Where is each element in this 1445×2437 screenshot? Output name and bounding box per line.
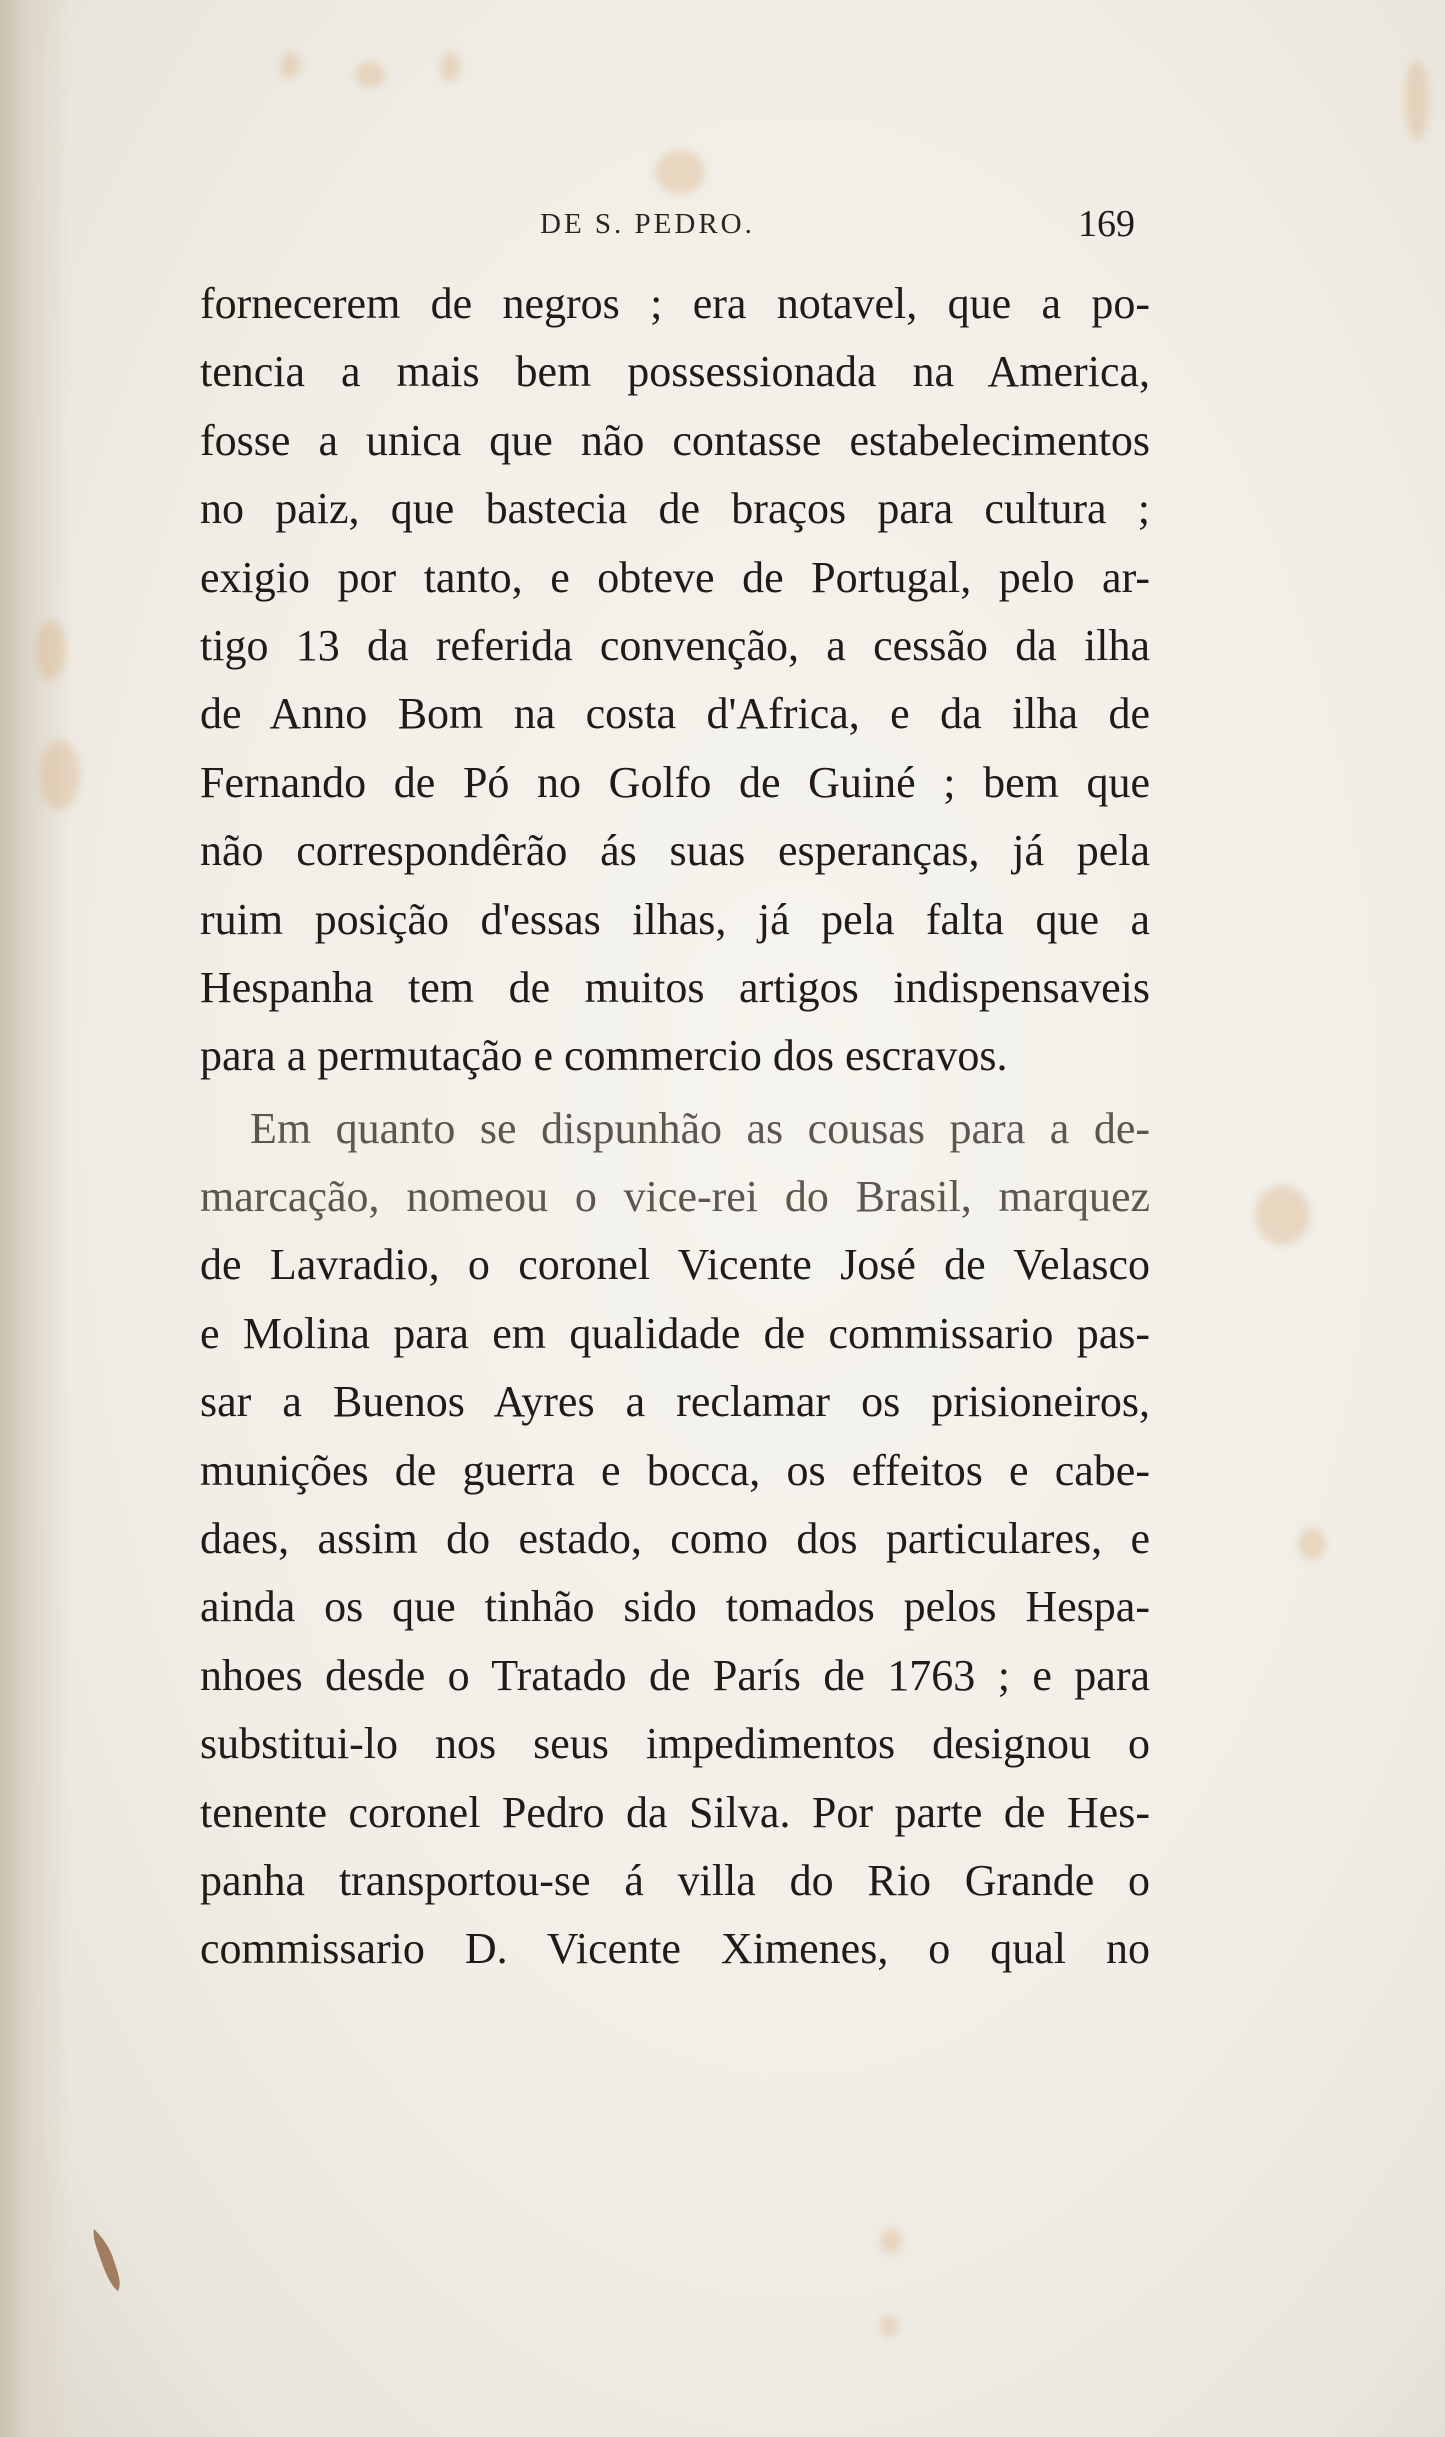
text-line: de Anno Bom na costa d'Africa, e da ilha de: [200, 689, 1150, 739]
text-line: fosse a unica que não contasse estabelecimentos: [200, 415, 1150, 465]
paper-debris-mark: [88, 2225, 128, 2295]
text-line: marcação, nomeou o vice-rei do Brasil, marquez: [200, 1172, 1150, 1222]
page-number: 169: [1078, 203, 1135, 245]
foxing-stain: [655, 150, 705, 194]
text-line: nhoes desde o Tratado de París de 1763 ; e para: [200, 1650, 1150, 1700]
text-line: tenente coronel Pedro da Silva. Por parte de Hes-: [200, 1787, 1150, 1837]
running-head: DE S. PEDRO.: [540, 208, 755, 240]
text-line: Fernando de Pó no Golfo de Guiné ; bem que: [200, 757, 1150, 807]
foxing-stain: [280, 52, 300, 78]
foxing-stain: [1255, 1185, 1310, 1245]
page-gutter-shadow: [0, 0, 70, 2437]
text-line: Em quanto se dispunhão as cousas para a de-: [250, 1103, 1150, 1153]
text-line: fornecerem de negros ; era notavel, que a po-: [200, 279, 1150, 328]
foxing-stain: [880, 2315, 898, 2337]
text-line: tigo 13 da referida convenção, a cessão da ilha: [200, 620, 1150, 670]
body-text: [200, 270, 1150, 1984]
foxing-stain: [440, 52, 460, 82]
paragraph: [200, 270, 1150, 1091]
foxing-stain: [1405, 60, 1429, 140]
text-line: Hespanha tem de muitos artigos indispensaveis: [200, 962, 1150, 1012]
text-line: munições de guerra e bocca, os effeitos e cabe-: [200, 1445, 1150, 1495]
text-line: tencia a mais bem possessionada na America,: [200, 347, 1150, 397]
text-line: exigio por tanto, e obteve de Portugal, pelo ar-: [200, 552, 1150, 602]
text-line: daes, assim do estado, como dos particulares, e: [200, 1514, 1150, 1564]
text-line: no paiz, que bastecia de braços para cultura ;: [200, 484, 1150, 534]
foxing-stain: [40, 740, 80, 810]
text-line: ruim posição d'essas ilhas, já pela falta que a: [200, 894, 1150, 944]
foxing-stain: [880, 2228, 902, 2254]
text-line: commissario D. Vicente Ximenes, o qual no: [200, 1924, 1150, 1974]
foxing-stain: [1298, 1528, 1326, 1560]
text-line: para a permutação e commercio dos escravos.: [200, 1031, 1008, 1081]
text-line: ainda os que tinhão sido tomados pelos Hespa-: [200, 1582, 1150, 1632]
paragraph: [200, 1095, 1150, 1984]
text-line: e Molina para em qualidade de commissario pas-: [200, 1308, 1150, 1358]
page-header: [200, 202, 1135, 254]
text-line: substitui-lo nos seus impedimentos designou o: [200, 1719, 1150, 1769]
foxing-stain: [36, 620, 66, 680]
text-line: sar a Buenos Ayres a reclamar os prisioneiros,: [200, 1377, 1150, 1427]
text-line: de Lavradio, o coronel Vicente José de Velasco: [200, 1240, 1150, 1290]
foxing-stain: [355, 62, 385, 88]
text-line: não correspondêrão ás suas esperanças, já pela: [200, 826, 1150, 876]
text-line: panha transportou-se á villa do Rio Grande o: [200, 1855, 1150, 1905]
